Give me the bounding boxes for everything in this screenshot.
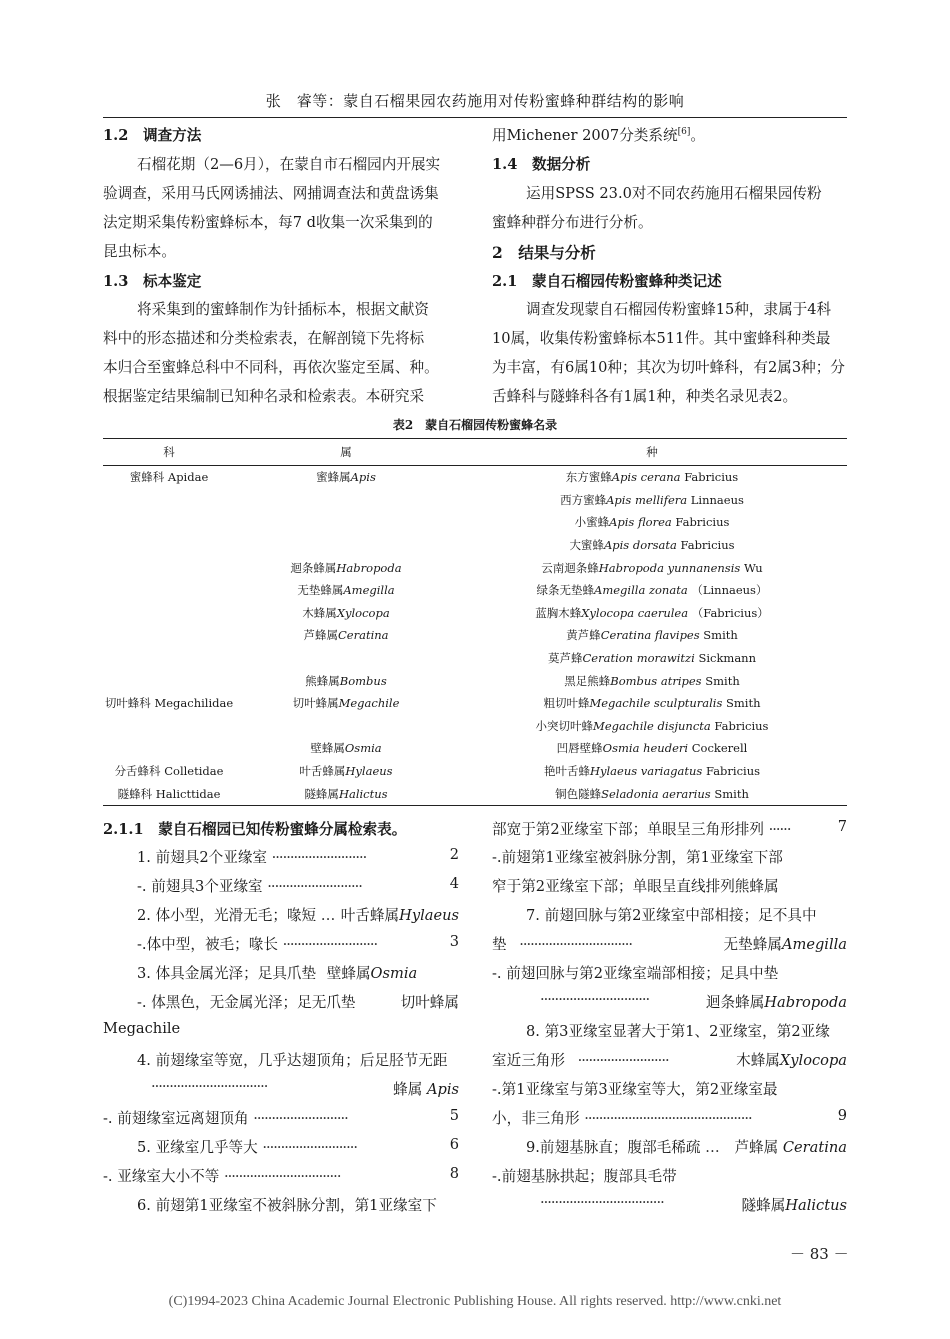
- family-cell: [103, 534, 235, 557]
- species-author: Linnaeus: [690, 492, 744, 507]
- running-header: 张 睿等：蒙自石榴果园农药施用对传粉蜜蜂种群结构的影响: [265, 92, 685, 110]
- table-row: [103, 692, 847, 715]
- species-latin: Apis florea: [609, 515, 672, 530]
- species-cn: 凹唇壁蜂: [556, 741, 603, 756]
- species-cell: [457, 489, 847, 512]
- species-cell: [457, 669, 847, 692]
- genus-latin: Hylaeus: [345, 764, 393, 779]
- leader-dots: ··························: [262, 1139, 357, 1156]
- citation-text: 用Michener 2007分类系统: [492, 127, 678, 144]
- key-entry: [137, 991, 459, 1012]
- genus-cn: 木蜂属: [736, 1052, 780, 1069]
- punctuation: 。: [690, 127, 705, 144]
- genus-latin: Apis: [426, 1081, 459, 1098]
- family-cell: [103, 715, 235, 738]
- table-row: [103, 534, 847, 557]
- key-entry: [137, 962, 459, 983]
- genus-cell: [235, 602, 457, 625]
- paragraph-line: [492, 124, 705, 145]
- species-latin: Megachile disjuncta: [593, 718, 711, 733]
- leader-dots: ·······························: [519, 936, 633, 953]
- section-1-2-title: 1.2 调查方法: [103, 127, 202, 144]
- key-entry-cont: [492, 1107, 847, 1128]
- section-1-4-title: 1.4 数据分析: [492, 156, 591, 173]
- family-cell: 分舌蜂科 Colletidae: [114, 764, 224, 779]
- genus-cn: 无垫蜂属: [723, 936, 782, 953]
- family-cell: [103, 737, 235, 760]
- key-entry: [137, 875, 459, 896]
- table-row: [103, 669, 847, 692]
- family-cell: [103, 602, 235, 625]
- key-target: [736, 1049, 847, 1070]
- paragraph-line: 舌蜂科与隧蜂科各有1属1种，种类名录见表2。: [492, 388, 798, 405]
- paragraph-line: 为丰富，有6属10种；其次为切叶蜂科，有2属3种；分: [492, 359, 845, 376]
- table-caption: 表2 蒙自石榴园传粉蜜蜂名录: [392, 418, 558, 432]
- genus-latin: Apis: [350, 470, 376, 485]
- leader-dots: ··············································: [584, 1110, 752, 1127]
- species-cell: [457, 556, 847, 579]
- species-cn: 云南迴条蜂: [541, 560, 599, 575]
- key-text: 3. 体具金属光泽；足具爪垫: [137, 965, 317, 982]
- species-cell: [457, 579, 847, 602]
- header-species: 种: [457, 439, 847, 466]
- key-target: 2: [449, 846, 459, 863]
- genus-latin: Halictus: [338, 786, 388, 801]
- key-target: [393, 1078, 459, 1099]
- species-author: Cockerell: [691, 741, 748, 756]
- genus-latin: Osmia: [344, 741, 382, 756]
- species-latin: Megachile sculpturalis: [589, 696, 723, 711]
- species-cell: [457, 760, 847, 783]
- species-cn: 黄芦蜂: [566, 628, 601, 643]
- species-author: Smith: [705, 673, 740, 688]
- paragraph-line: 法定期采集传粉蜜蜂标本，每7 d收集一次采集到的: [103, 214, 433, 231]
- key-entry: [526, 1136, 847, 1157]
- key-target: 8: [449, 1165, 459, 1182]
- genus-latin: Xylocopa: [779, 1052, 847, 1069]
- key-entry: [137, 846, 459, 867]
- genus-latin: Hylaeus: [399, 907, 459, 924]
- species-latin: Bombus atripes: [610, 673, 702, 688]
- table-row: [103, 579, 847, 602]
- leader-dots: ··························: [267, 878, 362, 895]
- key-text: 2. 体小型，光滑无毛；喙短: [137, 907, 317, 924]
- genus-cn: 壁蜂属: [326, 965, 371, 982]
- species-author: Fabricius: [684, 470, 739, 485]
- table-row: [103, 760, 847, 783]
- species-cell: [457, 466, 847, 489]
- paragraph-line: 10属，收集传粉蜜蜂标本511件。其中蜜蜂科种类最: [492, 330, 831, 347]
- genus-latin: Habropoda: [336, 560, 402, 575]
- leader-dots: ··························: [282, 936, 378, 953]
- species-cell: [457, 624, 847, 647]
- genus-latin: Megachile: [338, 696, 400, 711]
- key-text: -. 前翅缘室远离翅顶角: [103, 1110, 249, 1127]
- species-latin: Habropoda yunnanensis: [598, 560, 741, 575]
- species-latin: Xylocopa caerulea: [581, 605, 689, 620]
- leader-dots: ··························: [253, 1110, 348, 1127]
- family-cell: [103, 489, 235, 512]
- key-entry-cont: [540, 1194, 847, 1214]
- paragraph-line: 料中的形态描述和分类检索表，在解剖镜下先将标: [103, 330, 425, 347]
- family-cell: 蜜蜂科 Apidae: [129, 470, 209, 485]
- paragraph-line: 昆虫标本。: [103, 243, 176, 260]
- header-rule: [103, 117, 847, 118]
- genus-cn: 切叶蜂属: [400, 994, 459, 1011]
- leader-dots: ································: [151, 1078, 268, 1095]
- species-cn: 艳叶舌蜂: [543, 764, 590, 779]
- key-entry: 4. 前翅缘室等宽，几乎达翅顶角；后足胫节无距: [137, 1052, 448, 1069]
- table-row: [103, 602, 847, 625]
- genus-cn: 芦蜂属: [303, 628, 338, 643]
- key-entry-cont: [492, 818, 847, 839]
- key-text: -. 体黑色，无金属光泽；足无爪垫: [137, 994, 356, 1011]
- key-entry-cont: [151, 1078, 459, 1098]
- genus-cell: [235, 782, 457, 805]
- species-author: Fabricius: [714, 718, 769, 733]
- section-1-3-title: 1.3 标本鉴定: [103, 273, 202, 290]
- genus-cell: [235, 737, 457, 760]
- table-row: [103, 715, 847, 738]
- genus-latin: Osmia: [370, 965, 418, 982]
- species-author: Sickmann: [698, 651, 756, 666]
- genus-cn: 无垫蜂属: [297, 583, 344, 598]
- leader-dots: ································: [224, 1168, 341, 1185]
- key-target: [742, 1194, 848, 1215]
- genus-cn: 隧蜂属: [304, 786, 339, 801]
- paragraph-line: 将采集到的蜜蜂制作为针插标本，根据文献资: [137, 301, 429, 318]
- species-table: [103, 438, 847, 806]
- family-cell: 隧蜂科 Halicttidae: [103, 782, 235, 805]
- key-text: 垫: [492, 936, 507, 953]
- key-entry: -.第1亚缘室与第3亚缘室等大，第2亚缘室最: [492, 1081, 778, 1098]
- key-entry: [137, 1136, 459, 1157]
- genus-cn: 迴条蜂属: [705, 994, 765, 1011]
- key-text: -.体中型，被毛；喙长: [137, 936, 278, 953]
- genus-cn: 木蜂属: [302, 605, 337, 620]
- species-latin: Ceratina flavipes: [600, 628, 700, 643]
- genus-latin: Bombus: [339, 673, 387, 688]
- table-row: [103, 624, 847, 647]
- genus-cn: 隧蜂属: [741, 1197, 786, 1214]
- genus-cell: [235, 760, 457, 783]
- species-author: Fabricius: [706, 764, 761, 779]
- family-cell: [103, 669, 235, 692]
- species-author: （Linnaeus）: [691, 583, 768, 598]
- species-cell: [457, 534, 847, 557]
- genus-cn: 芦蜂属: [734, 1139, 779, 1156]
- key-entry: [103, 1165, 459, 1186]
- genus-latin: Halictus: [785, 1197, 847, 1214]
- key-text: 1. 前翅具2个亚缘室: [137, 849, 268, 866]
- key-target: 7: [837, 818, 847, 835]
- key-entry: [103, 1107, 459, 1128]
- paragraph-line: 本归合至蜜蜂总科中不同科，再依次鉴定至属、种。: [103, 359, 439, 376]
- key-text: 5. 亚缘室几乎等大: [137, 1139, 258, 1156]
- species-latin: Apis dorsata: [603, 538, 677, 553]
- key-target: 9: [837, 1107, 847, 1124]
- key-entry-cont: [492, 1049, 847, 1070]
- genus-latin: Ceratina: [782, 1139, 847, 1156]
- key-entry-cont: 窄于第2亚缘室下部；单眼呈直线排列熊蜂属: [492, 878, 779, 895]
- leader-dots: ······························: [540, 991, 650, 1008]
- key-entry: -.前翅基脉拱起；腹部具毛带: [492, 1168, 677, 1185]
- key-entry-cont: Megachile: [103, 1020, 181, 1037]
- species-author: Wu: [743, 560, 763, 575]
- leader-dots: ······: [768, 821, 791, 838]
- paragraph-line: 石榴花期（2—6月），在蒙自市石榴园内开展实: [137, 156, 441, 173]
- species-author: （Fabricius）: [691, 605, 769, 620]
- key-entry: 7. 前翅回脉与第2亚缘室中部相接；足不具中: [526, 907, 817, 924]
- reference-link[interactable]: [6]: [677, 127, 691, 138]
- genus-cell: [235, 624, 457, 647]
- header-genus: 属: [235, 439, 457, 466]
- family-cell: [103, 511, 235, 534]
- table-header-row: [103, 439, 847, 466]
- key-text: 小，非三角形: [492, 1110, 580, 1127]
- species-cn: 小突切叶蜂: [535, 718, 594, 733]
- genus-cn: 壁蜂属: [310, 741, 345, 756]
- key-entry-cont: [492, 933, 847, 954]
- key-entry: [137, 904, 459, 925]
- key-target: 3: [449, 933, 459, 950]
- leader-dots: ··························: [271, 849, 367, 866]
- page-number: － 83 －: [790, 1245, 849, 1263]
- species-author: Fabricius: [675, 515, 730, 530]
- genus-latin: Xylocopa: [336, 605, 390, 620]
- genus-cn: 蜂属: [393, 1081, 423, 1098]
- species-cn: 小蜜蜂: [574, 515, 610, 530]
- species-author: Fabricius: [680, 538, 735, 553]
- key-target: [706, 991, 847, 1012]
- genus-cell: [235, 579, 457, 602]
- family-cell: [103, 647, 235, 670]
- species-cell: [457, 647, 847, 670]
- species-cn: 蓝胸木蜂: [535, 605, 582, 620]
- header-family: 科: [103, 439, 235, 466]
- species-cn: 西方蜜蜂: [560, 492, 607, 507]
- key-entry: 6. 前翅第1亚缘室不被斜脉分割，第1亚缘室下: [137, 1197, 437, 1214]
- table-row: [103, 556, 847, 579]
- key-entry: [137, 933, 459, 954]
- key-text: -. 亚缘室大小不等: [103, 1168, 220, 1185]
- genus-cell: [235, 556, 457, 579]
- genus-latin: Habropoda: [764, 994, 847, 1011]
- leader-dots: ·························: [577, 1052, 669, 1069]
- genus-cn: 熊蜂属: [305, 673, 340, 688]
- key-text: 部宽于第2亚缘室下部；单眼呈三角形排列: [492, 821, 764, 838]
- species-cn: 大蜜蜂: [569, 538, 604, 553]
- species-cell: [457, 511, 847, 534]
- key-text: -. 前翅具3个亚缘室: [137, 878, 263, 895]
- key-target: [724, 933, 847, 954]
- key-target: 6: [449, 1136, 459, 1153]
- species-cell: [457, 737, 847, 760]
- family-cell: 切叶蜂科 Megachilidae: [104, 696, 234, 711]
- table-row: [103, 647, 847, 670]
- genus-cell: [235, 511, 457, 534]
- key-target: 4: [449, 875, 459, 892]
- species-cn: 绿条无垫蜂: [536, 583, 595, 598]
- species-latin: Amegilla zonata: [594, 583, 688, 598]
- genus-cell: [235, 466, 457, 489]
- paragraph-line: 蜜蜂种群分布进行分析。: [492, 214, 653, 231]
- species-cn: 莫芦蜂: [547, 651, 583, 666]
- key-target: [734, 1136, 847, 1157]
- genus-latin: Ceratina: [337, 628, 389, 643]
- species-cell: [457, 602, 847, 625]
- species-author: Smith: [703, 628, 738, 643]
- key-text: 室近三角形: [492, 1052, 565, 1069]
- paragraph-line: 根据鉴定结果编制已知种名录和检索表。本研究采: [103, 388, 425, 405]
- genus-cell: [235, 534, 457, 557]
- leader-dots: ··································: [540, 1194, 664, 1211]
- genus-cn: 迴条蜂属: [290, 560, 337, 575]
- paragraph-line: 验调查，采用马氏网诱捕法、网捕调查法和黄盘诱集: [103, 185, 439, 202]
- genus-cell: [235, 489, 457, 512]
- copyright-footer: (C)1994-2023 China Academic Journal Electronic Publishing House. All rights reserved. http://www.cnki.net: [168, 1294, 782, 1309]
- species-latin: Seladonia aerarius: [601, 786, 711, 801]
- genus-cn: 叶舌蜂属: [299, 764, 346, 779]
- species-latin: Apis cerana: [611, 470, 681, 485]
- genus-cell: [235, 715, 457, 738]
- species-cn: 东方蜜蜂: [565, 470, 612, 485]
- key-target: 5: [449, 1107, 459, 1124]
- table-row: [103, 782, 847, 805]
- section-2-1-title: 2.1 蒙自石榴园传粉蜜蜂种类记述: [492, 273, 722, 290]
- species-cn: 黑足熊蜂: [564, 673, 611, 688]
- paragraph-line: 调查发现蒙自石榴园传粉蜜蜂15种，隶属于4科: [526, 301, 832, 318]
- key-entry: 8. 第3亚缘室显著大于第1、2亚缘室，第2亚缘: [526, 1023, 830, 1040]
- species-cell: [457, 782, 847, 805]
- family-cell: [103, 579, 235, 602]
- key-entry: -.前翅第1亚缘室被斜脉分割，第1亚缘室下部: [492, 849, 783, 866]
- genus-cn: 切叶蜂属: [292, 696, 339, 711]
- species-latin: Osmia heuderi: [602, 741, 689, 756]
- key-entry-cont: [540, 991, 847, 1011]
- species-author: Smith: [714, 786, 749, 801]
- genus-latin: Amegilla: [343, 583, 395, 598]
- family-cell: [103, 556, 235, 579]
- genus-cell: [235, 692, 457, 715]
- genus-cn: 叶舌蜂属: [340, 907, 400, 924]
- species-author: Smith: [726, 696, 761, 711]
- family-cell: [103, 624, 235, 647]
- genus-cn: 蜜蜂属: [316, 470, 351, 485]
- section-2-1-1-title: 2.1.1 蒙自石榴园已知传粉蜜蜂分属检索表。: [103, 821, 407, 838]
- species-cn: 粗切叶蜂: [543, 696, 590, 711]
- species-cell: [457, 715, 847, 738]
- key-text: 9.前翅基脉直；腹部毛稀疏: [526, 1139, 701, 1156]
- table-row: [103, 737, 847, 760]
- leader-dots: …: [705, 1139, 719, 1156]
- species-cn: 铜色隧蜂: [555, 786, 602, 801]
- species-latin: Ceration morawitzi: [582, 651, 695, 666]
- key-entry: -. 前翅回脉与第2亚缘室端部相接；足具中垫: [492, 965, 779, 982]
- table-body: [103, 466, 847, 806]
- table-row: [103, 511, 847, 534]
- table-row: [103, 466, 847, 489]
- table-row: [103, 489, 847, 512]
- paragraph-line: 运用SPSS 23.0对不同农药施用石榴果园传粉: [526, 185, 822, 202]
- genus-cell: [235, 647, 457, 670]
- genus-latin: Amegilla: [781, 936, 847, 953]
- key-target: [341, 904, 459, 925]
- species-cell: [457, 692, 847, 715]
- section-2-title: 2 结果与分析: [492, 243, 596, 262]
- species-latin: Hylaeus variagatus: [589, 764, 703, 779]
- species-latin: Apis mellifera: [606, 492, 688, 507]
- genus-cell: [235, 669, 457, 692]
- leader-dots: …: [320, 907, 335, 924]
